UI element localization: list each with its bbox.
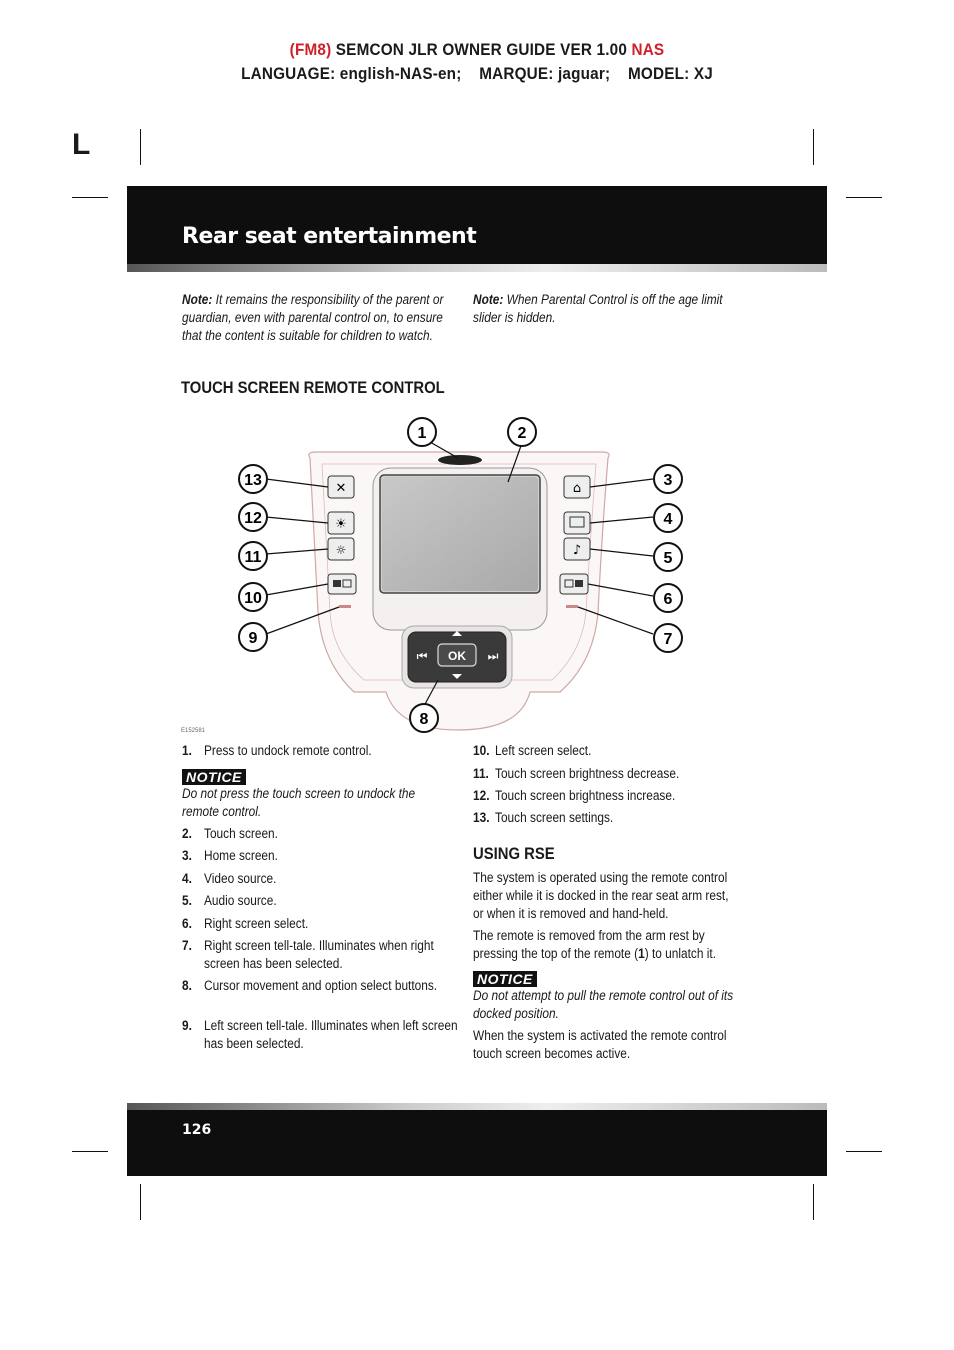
- list-item-text: Audio source.: [204, 893, 277, 908]
- list-item-text: Press to undock remote control.: [204, 743, 372, 758]
- list-item-number: 1.: [182, 743, 192, 758]
- callout-number: 7: [663, 631, 673, 648]
- title-band-shadow: [127, 264, 827, 272]
- note-left: [182, 291, 446, 345]
- notice-text-1: Do not press the touch screen to undock the remote control.: [182, 786, 416, 819]
- list-item-text: Right screen tell-tale. Illuminates when right screen has been selected.: [204, 938, 434, 971]
- list-item-number: 11.: [473, 766, 489, 781]
- crop-mark: [72, 197, 108, 198]
- settings-icon: ✕: [335, 481, 347, 496]
- list-item-text: Cursor movement and option select buttons.: [204, 978, 438, 993]
- video-source-button: [564, 512, 590, 534]
- rse-p2-part: The remote is removed from the arm rest by pressing the top of the remote (: [473, 928, 705, 961]
- callout-number: 8: [419, 711, 429, 728]
- section-title: Rear seat entertainment: [182, 224, 477, 249]
- footer-band: [127, 1110, 827, 1176]
- note-label: Note:: [182, 292, 213, 307]
- callout-number: 6: [663, 591, 673, 608]
- note-right: [473, 291, 737, 327]
- ok-label: OK: [448, 649, 466, 663]
- heading-using-rse: USING RSE: [473, 845, 555, 863]
- list-item-text: Video source.: [204, 871, 277, 886]
- list-item-text: Home screen.: [204, 848, 278, 863]
- header-prefix: (FM8): [289, 40, 332, 59]
- previous-track-icon: ⏮: [416, 649, 428, 663]
- callout-number: 4: [663, 511, 673, 528]
- list-item-text: Right screen select.: [204, 916, 309, 931]
- callout-number: 3: [663, 472, 673, 489]
- list-item-number: 9.: [182, 1018, 192, 1033]
- list-item-number: 2.: [182, 826, 192, 841]
- left-screen-select-button: [328, 574, 356, 594]
- brightness-up-icon: ☀: [335, 517, 347, 532]
- callout-number: 9: [248, 630, 258, 647]
- remote-control-figure: [230, 412, 700, 742]
- rse-paragraph-1: The system is operated using the remote control either while it is docked in the rear seat arm rest, or when it is removed and hand-held.: [473, 870, 729, 921]
- crop-mark: [140, 129, 141, 165]
- header-title: SEMCON JLR OWNER GUIDE VER 1.00: [331, 40, 632, 59]
- crop-mark: [140, 1184, 141, 1220]
- list-item-text: Left screen tell-tale. Illuminates when left screen has been selected.: [204, 1018, 458, 1051]
- doc-header-line2: LANGUAGE: english-NAS-en; MARQUE: jaguar; MODEL: XJ: [241, 64, 713, 83]
- callout-number: 5: [663, 550, 673, 567]
- list-item-number: 3.: [182, 848, 192, 863]
- notice-label: NOTICE: [473, 971, 537, 987]
- left-tell-tale: [339, 605, 351, 608]
- notice-text-2: Do not attempt to pull the remote control out of its docked position.: [473, 988, 734, 1021]
- right-tell-tale: [566, 605, 578, 608]
- list-item-text: Touch screen settings.: [495, 810, 614, 825]
- home-icon: ⌂: [572, 481, 582, 496]
- list-item-number: 13.: [473, 810, 490, 825]
- undock-button: [438, 455, 482, 465]
- list-item-text: Touch screen brightness increase.: [495, 788, 676, 803]
- callout-number: 13: [244, 472, 262, 489]
- right-screen-select-button: [560, 574, 588, 594]
- touch-screen-glass: [382, 477, 538, 591]
- list-item-number: 8.: [182, 978, 192, 993]
- note-label: Note:: [473, 292, 504, 307]
- crop-mark: [72, 1151, 108, 1152]
- brightness-down-icon: ☼: [335, 543, 347, 557]
- crop-mark: [846, 197, 882, 198]
- crop-mark: [813, 129, 814, 165]
- note-text: When Parental Control is off the age limit slider is hidden.: [473, 292, 723, 325]
- left-screen-icon: [333, 580, 341, 587]
- callout-number: 11: [244, 549, 262, 566]
- rse-p2-ref: 1: [638, 946, 645, 961]
- list-item-number: 10.: [473, 743, 490, 758]
- rse-paragraph-2: [473, 927, 737, 963]
- rse-p2-part: ) to unlatch it.: [644, 946, 717, 961]
- callout-number: 10: [244, 590, 262, 607]
- list-item-number: 12.: [473, 788, 490, 803]
- crop-mark: [846, 1151, 882, 1152]
- next-track-icon: ⏭: [487, 649, 499, 663]
- list-item-text: Left screen select.: [495, 743, 592, 758]
- list-item-text: Touch screen brightness decrease.: [495, 766, 680, 781]
- corner-mark: L: [72, 128, 91, 161]
- list-item-number: 7.: [182, 938, 192, 953]
- heading-touch-screen-remote: TOUCH SCREEN REMOTE CONTROL: [181, 379, 445, 397]
- notice-label: NOTICE: [182, 769, 246, 785]
- page-number: 126: [182, 1122, 212, 1138]
- list-item-text: Touch screen.: [204, 826, 278, 841]
- rse-paragraph-3: When the system is activated the remote control touch screen becomes active.: [473, 1028, 727, 1061]
- header-suffix: NAS: [631, 40, 665, 59]
- list-item-number: 6.: [182, 916, 192, 931]
- note-text: It remains the responsibility of the parent or guardian, even with parental control on, to ensure that the content is suitable for children to watch.: [182, 292, 444, 343]
- callout-number: 2: [517, 425, 527, 442]
- right-screen-icon: [575, 580, 583, 587]
- figure-id: E152581: [181, 728, 206, 734]
- list-item-number: 5.: [182, 893, 192, 908]
- callout-number: 12: [244, 510, 262, 527]
- music-note-icon: ♪: [572, 543, 582, 558]
- callout-number: 1: [417, 425, 427, 442]
- doc-header-line1: [48, 40, 907, 60]
- crop-mark: [813, 1184, 814, 1220]
- list-item-number: 4.: [182, 871, 192, 886]
